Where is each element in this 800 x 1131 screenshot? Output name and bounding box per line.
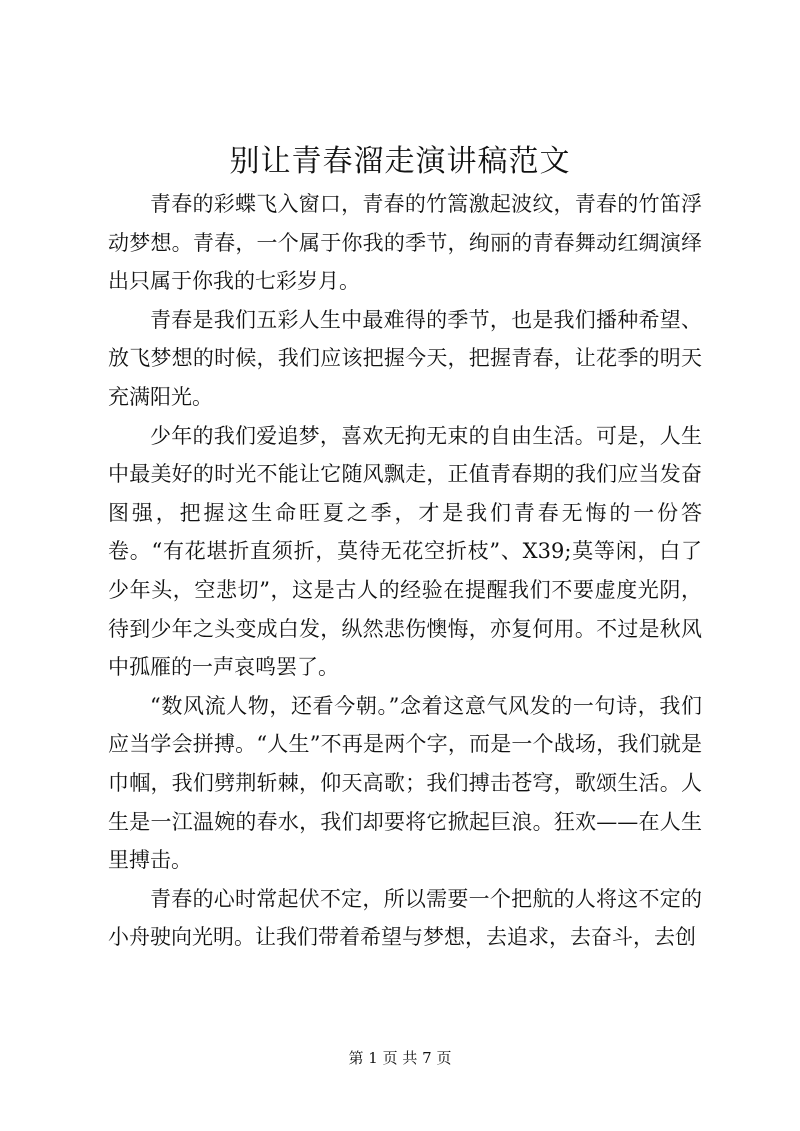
paragraph-5: 青春的心时常起伏不定，所以需要一个把航的人将这不定的小舟驶向光明。让我们带着希望与梦想，去追求，去奋斗，去创	[108, 886, 702, 950]
page-title: 别让青春溜走演讲稿范文	[229, 144, 571, 179]
page-number-footer: 第 1 页 共 7 页	[348, 1049, 452, 1067]
paragraph-4: “数风流人物，还看今朝。”念着这意气风发的一句诗，我们应当学会拼搏。“人生”不再是两个字，而是一个战场，我们就是巾帼，我们劈荆斩棘，仰天高歌；我们搏击苍穹，歌颂生活。人生是一江温婉的春水，我们却要将它掀起巨浪。狂欢——在人生里搏击。	[108, 693, 702, 873]
document-body	[108, 185, 702, 957]
paragraph-1: 青春的彩蝶飞入窗口，青春的竹篙激起波纹，青春的竹笛浮动梦想。青春，一个属于你我的季节，绚丽的青春舞动红绸演绎出只属于你我的七彩岁月。	[108, 192, 702, 294]
paragraph-3: 少年的我们爱追梦，喜欢无拘无束的自由生活。可是，人生中最美好的时光不能让它随风飘走，正值青春期的我们应当发奋图强，把握这生命旺夏之季，才是我们青春无悔的一份答卷。“有花堪折直须折，莫待无花空折枝”、X39;莫等闲，白了少年头，空悲切”，这是古人的经验在提醒我们不要虚度光阴，待到少年之头变成白发，纵然悲伤懊悔，亦复何用。不过是秋风中孤雁的一声哀鸣罢了。	[108, 423, 702, 680]
paragraph-2: 青春是我们五彩人生中最难得的季节，也是我们播种希望、放飞梦想的时候，我们应该把握今天，把握青春，让花季的明天充满阳光。	[108, 307, 702, 409]
